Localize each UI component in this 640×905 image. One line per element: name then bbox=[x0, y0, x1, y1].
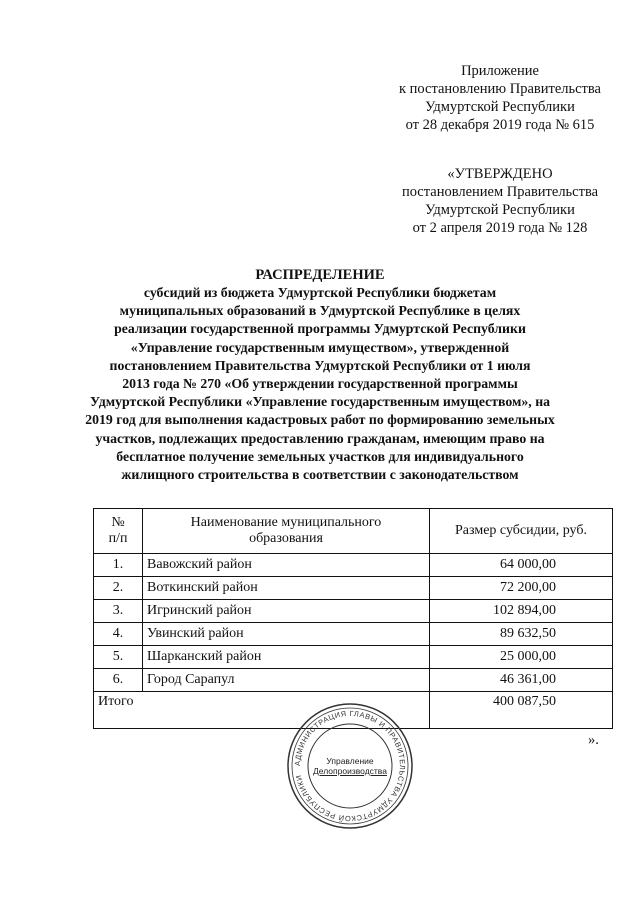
description-line: жилищного строительства в соответствии с законодательством bbox=[121, 467, 519, 483]
appendix-line: Приложение bbox=[461, 63, 539, 79]
row-num: 4. bbox=[94, 623, 143, 646]
office-stamp bbox=[286, 702, 414, 830]
description-line: участков, подлежащих предоставлению гражданам, имеющим право на bbox=[95, 430, 545, 446]
header-name bbox=[143, 509, 430, 554]
document-description bbox=[74, 284, 566, 484]
description-line: бесплатное получение земельных участков для индивидуального bbox=[116, 448, 524, 464]
row-amount: 25 000,00 bbox=[430, 646, 613, 669]
appendix-line: от 28 декабря 2019 года № 615 bbox=[405, 117, 595, 133]
table-row bbox=[94, 669, 613, 692]
row-name: Игринский район bbox=[143, 600, 430, 623]
row-num: 1. bbox=[94, 554, 143, 577]
row-num: 3. bbox=[94, 600, 143, 623]
approval-line: от 2 апреля 2019 года № 128 bbox=[412, 220, 588, 236]
row-amount: 72 200,00 bbox=[430, 577, 613, 600]
table-row bbox=[94, 646, 613, 669]
table-row bbox=[94, 600, 613, 623]
table-row bbox=[94, 554, 613, 577]
stamp-label-line: Делопроизводства bbox=[313, 766, 387, 776]
row-amount: 64 000,00 bbox=[430, 554, 613, 577]
approval-header bbox=[370, 165, 630, 237]
header-num-line1: № bbox=[111, 515, 125, 530]
description-line: субсидий из бюджета Удмуртской Республики бюджетам bbox=[143, 285, 497, 300]
description-line: муниципальных образований в Удмуртской Республике в целях bbox=[119, 303, 521, 319]
header-name-line2: образования bbox=[249, 531, 323, 546]
appendix-header bbox=[370, 62, 630, 134]
row-num: 2. bbox=[94, 577, 143, 600]
description-line: 2019 год для выполнения кадастровых работ по формированию земельных bbox=[85, 412, 555, 428]
header-num-line2: п/п bbox=[108, 531, 128, 546]
header-name-line1: Наименование муниципального bbox=[190, 515, 382, 530]
description-line: 2013 года № 270 «Об утверждении государственной программы bbox=[122, 376, 518, 392]
total-label: Итого bbox=[94, 692, 430, 729]
row-name: Воткинский район bbox=[143, 577, 430, 600]
stamp-label bbox=[306, 756, 394, 776]
appendix-line: Удмуртской Республики bbox=[425, 99, 575, 115]
row-amount: 46 361,00 bbox=[430, 669, 613, 692]
table-header-row bbox=[94, 509, 613, 554]
stamp-label-line: Управление bbox=[326, 756, 374, 766]
stamp-ring-text: АДМИНИСТРАЦИЯ ГЛАВЫ И ПРАВИТЕЛЬСТВА УДМУРТСКОЙ РЕСПУБЛИКИ bbox=[292, 708, 408, 824]
approval-line: «УТВЕРЖДЕНО bbox=[447, 166, 553, 182]
approval-line: Удмуртской Республики bbox=[425, 202, 575, 218]
row-num: 6. bbox=[94, 669, 143, 692]
header-num bbox=[94, 509, 143, 554]
row-name: Увинский район bbox=[143, 623, 430, 646]
row-num: 5. bbox=[94, 646, 143, 669]
description-line: реализации государственной программы Удмуртской Республики bbox=[114, 321, 526, 337]
description-line: «Управление государственным имуществом», утвержденной bbox=[130, 339, 510, 355]
approval-line: постановлением Правительства bbox=[401, 184, 599, 200]
row-amount: 89 632,50 bbox=[430, 623, 613, 646]
row-name: Вавожский район bbox=[143, 554, 430, 577]
table-row bbox=[94, 623, 613, 646]
table-row bbox=[94, 577, 613, 600]
description-line: постановлением Правительства Удмуртской Республики от 1 июля bbox=[109, 357, 531, 373]
appendix-line: к постановлению Правительства bbox=[399, 81, 601, 97]
row-name: Город Сарапул bbox=[143, 669, 430, 692]
row-name: Шарканский район bbox=[143, 646, 430, 669]
description-line: Удмуртской Республики «Управление государственным имуществом», на bbox=[89, 394, 551, 410]
subsidy-table bbox=[93, 508, 613, 729]
header-amount: Размер субсидии, руб. bbox=[430, 509, 613, 554]
row-amount: 102 894,00 bbox=[430, 600, 613, 623]
closing-quote: ». bbox=[588, 732, 599, 748]
document-title: РАСПРЕДЕЛЕНИЕ bbox=[255, 267, 385, 283]
total-amount: 400 087,50 bbox=[430, 692, 613, 729]
